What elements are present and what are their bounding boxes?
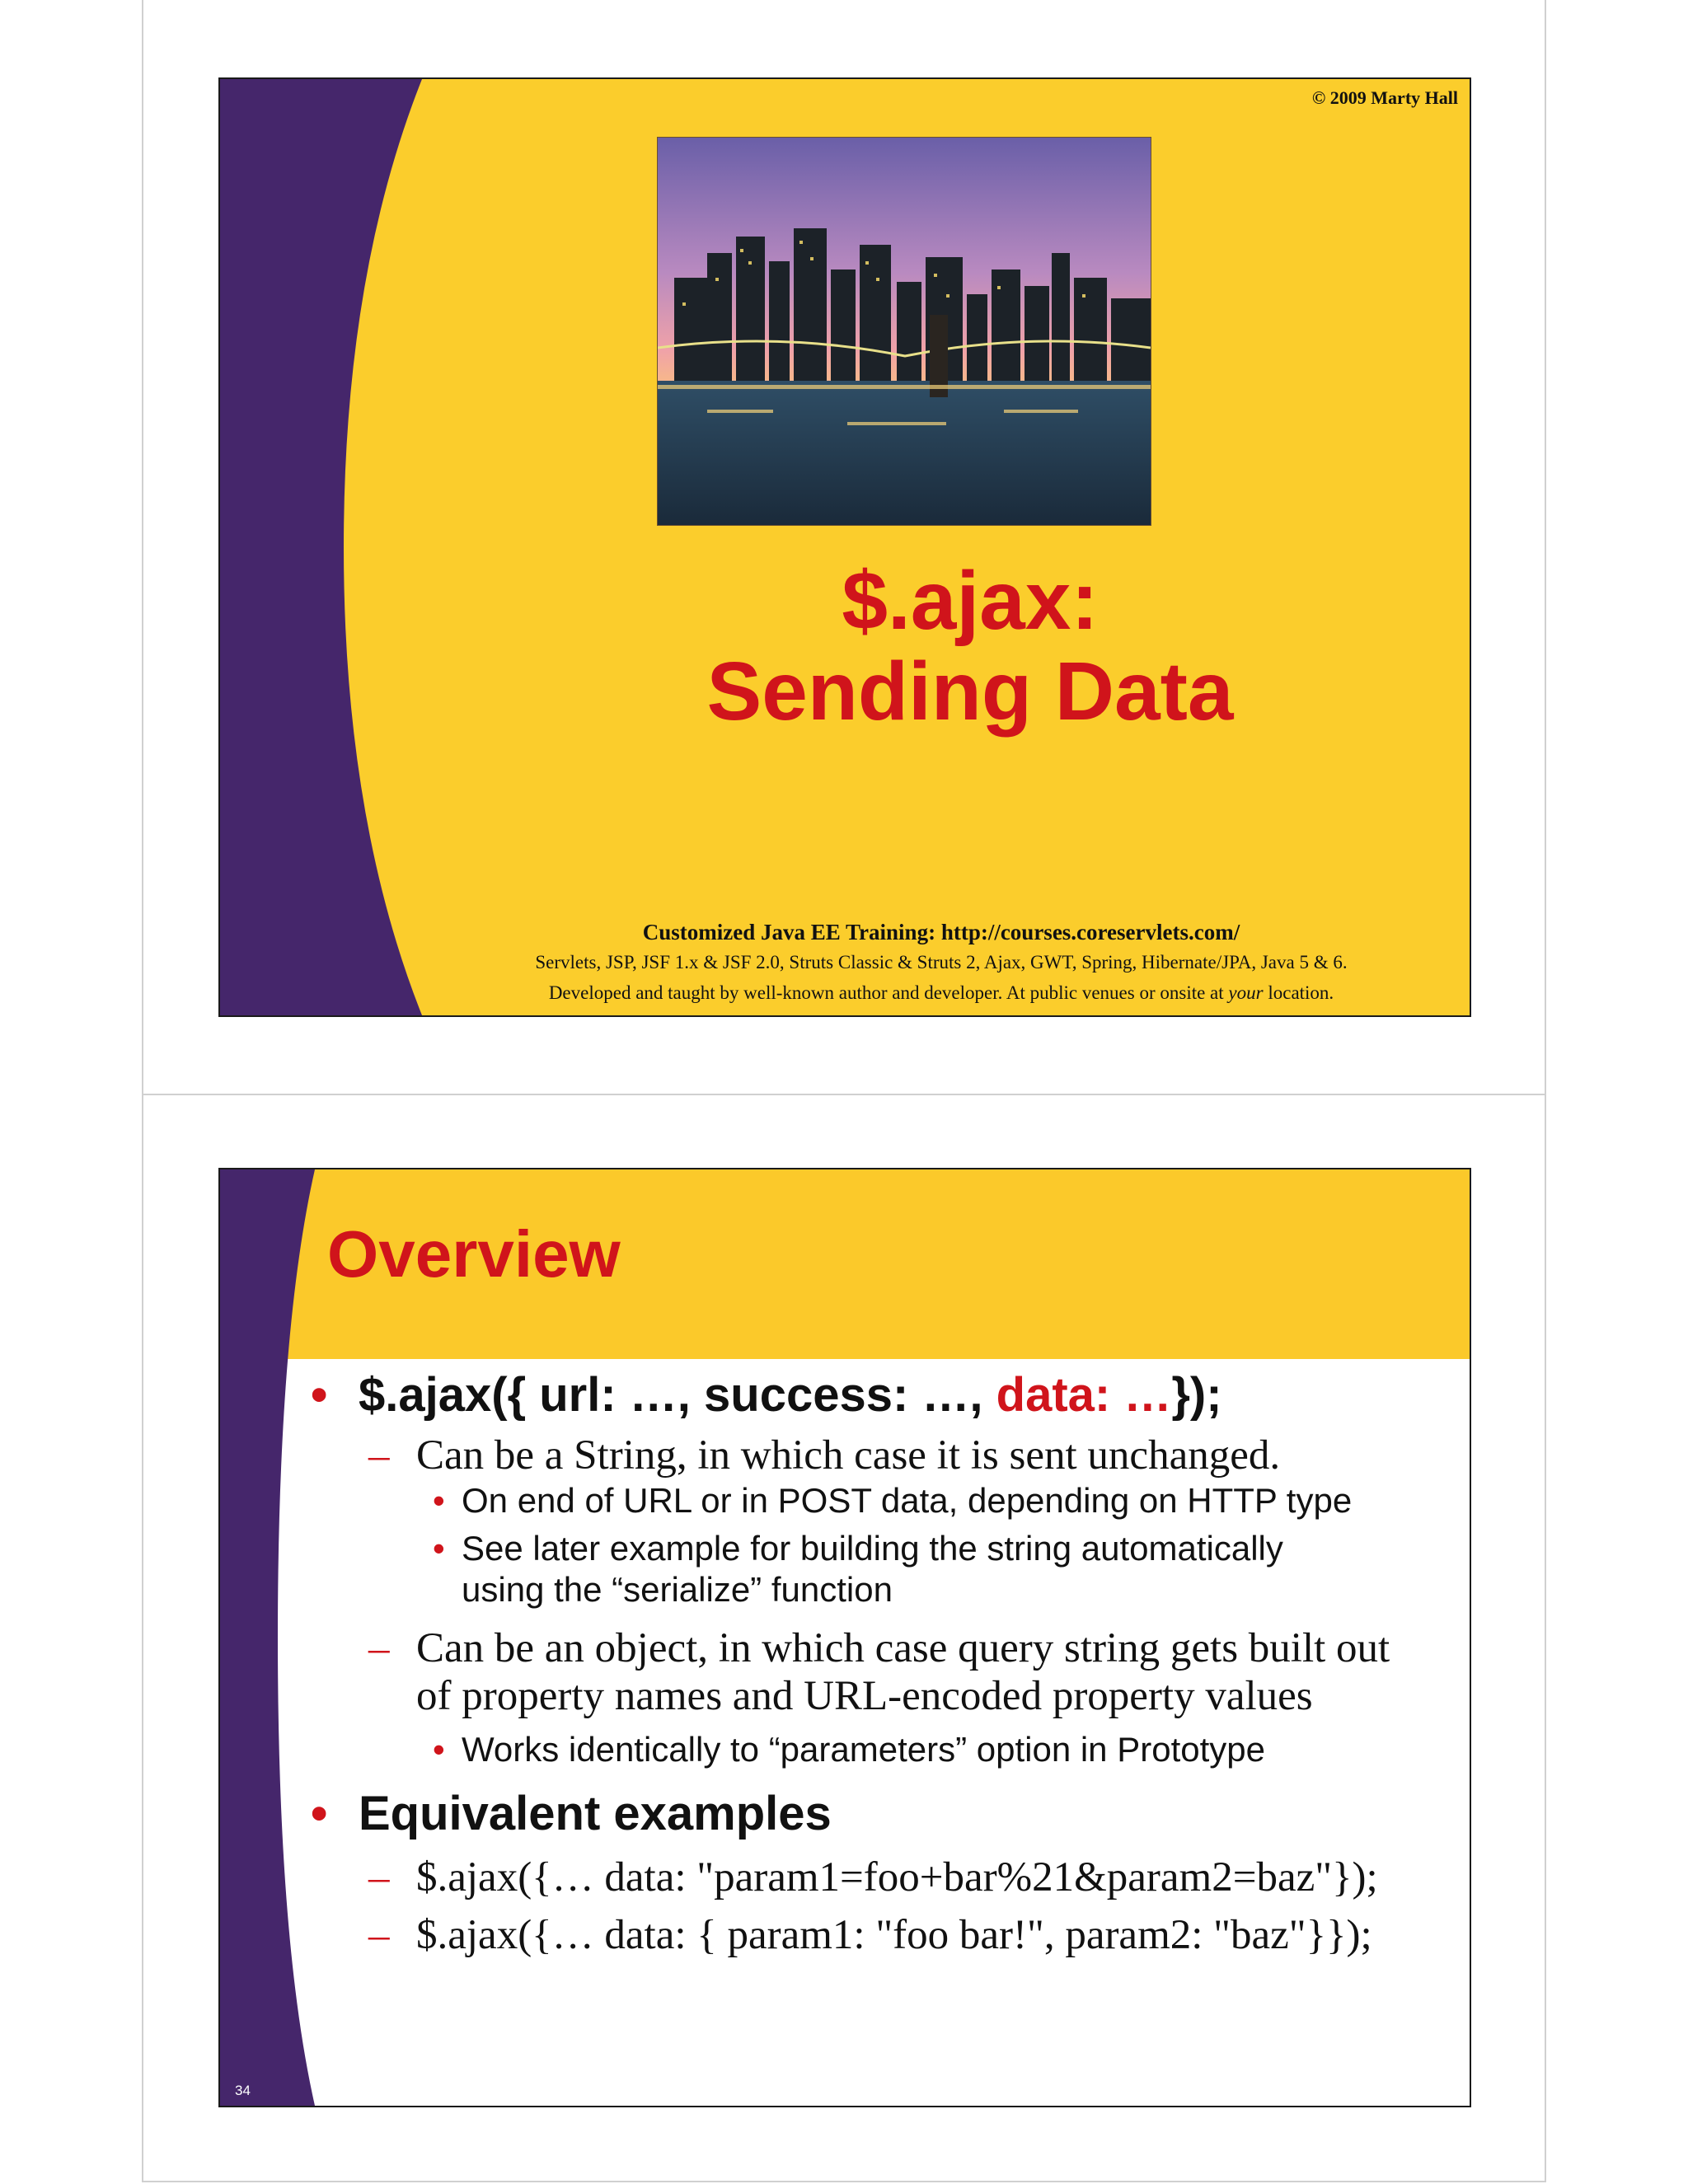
bullet-text-highlight: data: … bbox=[996, 1368, 1172, 1422]
city-skyline-photo bbox=[657, 137, 1151, 526]
purple-curve-decoration bbox=[220, 1169, 385, 2106]
author-line bbox=[410, 982, 1471, 1004]
bullet-dot: • bbox=[433, 1481, 445, 1520]
overview-slide bbox=[218, 1168, 1471, 2107]
author-line-text-b: location. bbox=[1263, 982, 1334, 1003]
dash-marker: – bbox=[368, 1912, 390, 1958]
dash-marker: – bbox=[368, 1854, 390, 1900]
code-example-text: $.ajax({… data: { param1: "foo bar!", param2: "baz"}}); bbox=[416, 1912, 1372, 1958]
bullet-dot: • bbox=[311, 1787, 328, 1840]
copyright-text: © 2009 Marty Hall bbox=[1311, 87, 1458, 108]
purple-curve-decoration bbox=[220, 79, 467, 1015]
slide-title-line2: Sending Data bbox=[706, 645, 1234, 738]
title-slide bbox=[218, 77, 1471, 1017]
sub-sub-bullet-text: Works identically to “parameters” option in Prototype bbox=[462, 1730, 1265, 1769]
bullet-dot: • bbox=[433, 1529, 445, 1568]
bullet-text-end: }); bbox=[1171, 1368, 1222, 1422]
dash-marker: – bbox=[368, 1432, 390, 1479]
training-url-line: Customized Java EE Training: http://courses.coreservlets.com/ bbox=[642, 920, 1240, 944]
sub-sub-bullet-text: On end of URL or in POST data, depending on HTTP type bbox=[462, 1481, 1353, 1520]
bullet-text: Equivalent examples bbox=[359, 1787, 832, 1840]
author-line-emphasis: your bbox=[1228, 982, 1264, 1003]
bullet-text-black: $.ajax({ url: …, success: …, bbox=[359, 1368, 996, 1422]
slide-title-line1: $.ajax: bbox=[842, 555, 1099, 647]
topics-line: Servlets, JSP, JSF 1.x & JSF 2.0, Struts Classic & Struts 2, Ajax, GWT, Spring, Hibernate/JPA, Java 5 & 6. bbox=[535, 952, 1348, 972]
slide-heading: Overview bbox=[327, 1217, 621, 1291]
code-example-text: $.ajax({… data: "param1=foo+bar%21&param2=baz"}); bbox=[416, 1854, 1378, 1900]
dash-marker: – bbox=[368, 1625, 390, 1671]
sub-bullet-text: Can be an object, in which case query string gets built out bbox=[416, 1625, 1390, 1671]
author-line-text-a: Developed and taught by well-known author and developer. At public venues or onsite at bbox=[548, 982, 1229, 1003]
sub-sub-bullet-text: See later example for building the string automatically bbox=[462, 1529, 1283, 1568]
sub-sub-bullet-text: using the “serialize” function bbox=[462, 1570, 893, 1609]
sub-bullet-text: of property names and URL-encoded property values bbox=[416, 1673, 1313, 1719]
page-divider bbox=[142, 1094, 1546, 1095]
page-number: 34 bbox=[235, 2083, 251, 2098]
sub-bullet-text: Can be a String, in which case it is sent unchanged. bbox=[416, 1432, 1281, 1479]
bullet-dot: • bbox=[311, 1368, 328, 1422]
bullet-dot: • bbox=[433, 1730, 445, 1769]
bullet-text bbox=[359, 1367, 1222, 1422]
